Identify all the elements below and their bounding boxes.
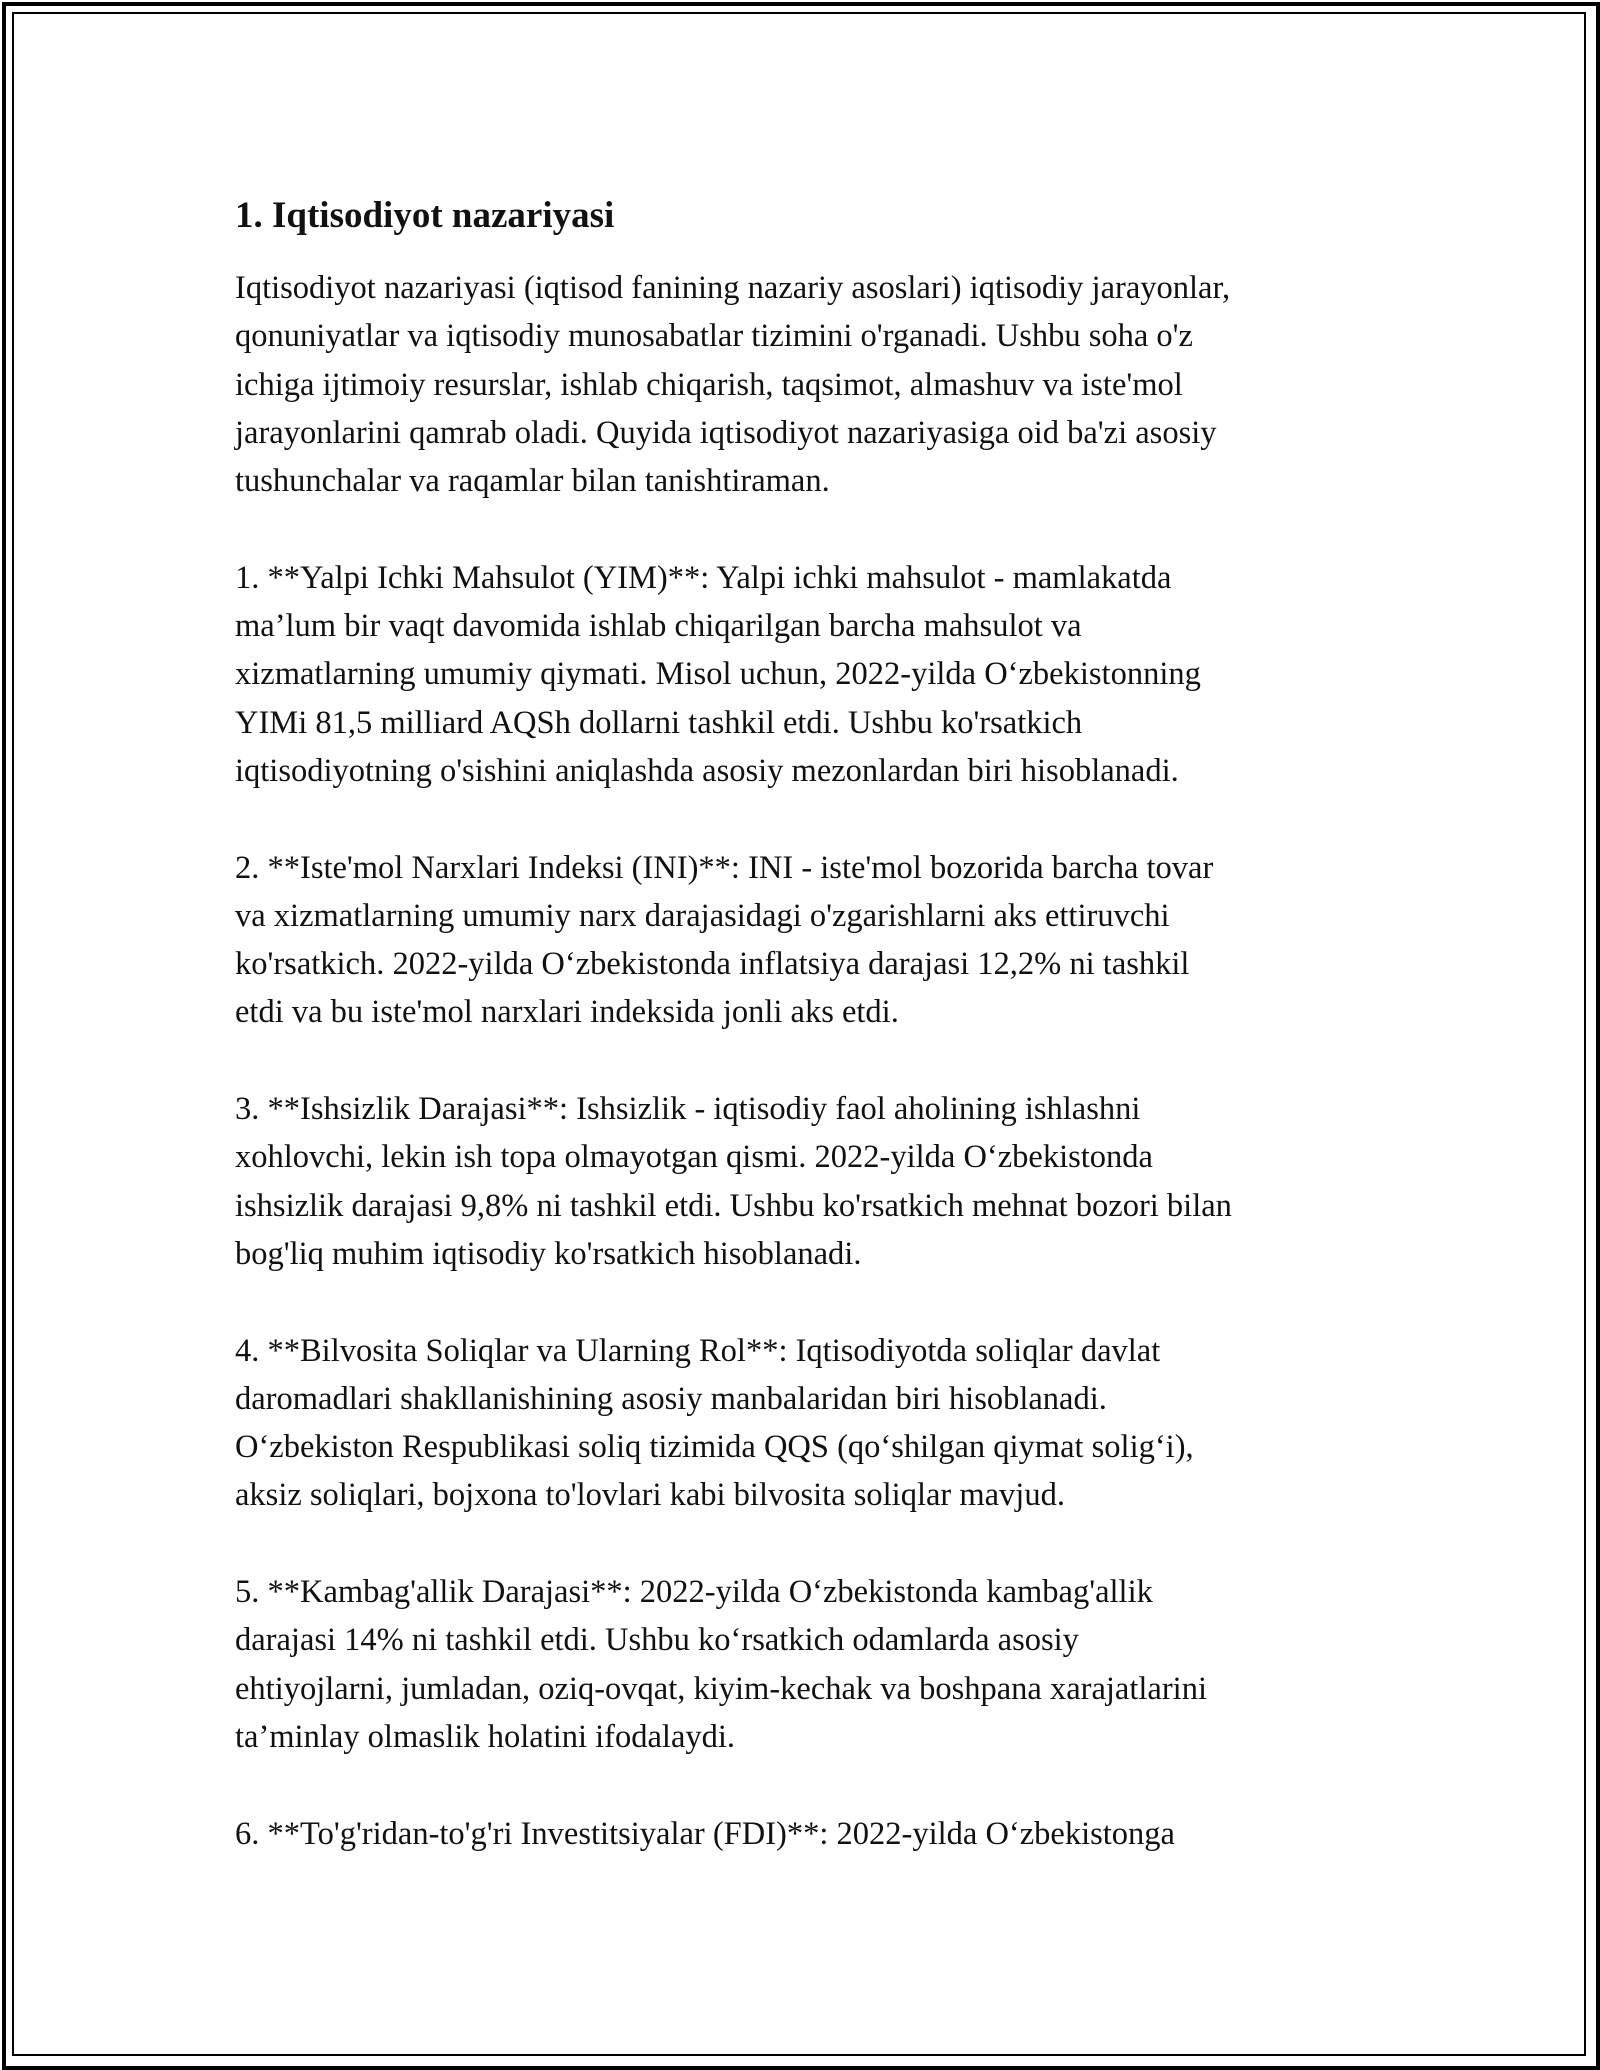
paragraph-fdi: 6. **To'g'ridan-to'g'ri Investitsiyalar (FDI)**: 2022-yilda O‘zbekistonga xyxy=(235,1815,1175,1852)
document-body xyxy=(235,186,1385,1858)
paragraph-unemployment: 3. **Ishsizlik Darajasi**: Ishsizlik - iqtisodiy faol aholining ishlashni xohlovchi, lekin ish topa olmayotgan qismi. 2022-yilda O‘zbekistonda ishsizlik darajasi 9,8% ni tashkil etdi. Ushbu ko'rsatkich mehnat bozori bilan bog'liq muhim iqtisodiy ko'rsatkich hisoblanadi. xyxy=(235,1091,1232,1272)
document-title: 1. Iqtisodiyot nazariyasi xyxy=(235,195,615,236)
paragraph-gdp: 1. **Yalpi Ichki Mahsulot (YIM)**: Yalpi ichki mahsulot - mamlakatda ma’lum bir vaqt davomida ishlab chiqarilgan barcha mahsulot va xizmatlarning umumiy qiymati. Misol uchun, 2022-yilda O‘zbekistonning YIMi 81,5 milliard AQSh dollarni tashkil etdi. Ushbu ko'rsatkich iqtisodiyotning o'sishini aniqlashda asosiy mezonlardan biri hisoblanadi. xyxy=(235,559,1201,789)
paragraph-poverty: 5. **Kambag'allik Darajasi**: 2022-yilda O‘zbekistonda kambag'allik darajasi 14% ni tashkil etdi. Ushbu ko‘rsatkich odamlarda asosiy ehtiyojlarni, jumladan, oziq-ovqat, kiyim-kechak va boshpana xarajatlarini ta’minlay olmaslik holatini ifodalaydi. xyxy=(235,1574,1207,1755)
paragraph-indirect-taxes: 4. **Bilvosita Soliqlar va Ularning Rol**: Iqtisodiyotda soliqlar davlat daromadlari shakllanishining asosiy manbalaridan biri hisoblanadi. O‘zbekiston Respublikasi soliq tizimida QQS (qo‘shilgan qiymat solig‘i), aksiz soliqlari, bojxona to'lovlari kabi bilvosita soliqlar mavjud. xyxy=(235,1332,1194,1514)
intro-paragraph: Iqtisodiyot nazariyasi (iqtisod fanining nazariy asoslari) iqtisodiy jarayonlar, qonuniyatlar va iqtisodiy munosabatlar tizimini o'rganadi. Ushbu soha o'z ichiga ijtimoiy resurslar, ishlab chiqarish, taqsimot, almashuv va iste'mol jarayonlarini qamrab oladi. Quyida iqtisodiyot nazariyasiga oid ba'zi asosiy tushunchalar va raqamlar bilan tanishtiraman. xyxy=(235,270,1231,500)
paragraph-cpi: 2. **Iste'mol Narxlari Indeksi (INI)**: INI - iste'mol bozorida barcha tovar va xizmatlarning umumiy narx darajasidagi o'zgarishlarni aks ettiruvchi ko'rsatkich. 2022-yilda O‘zbekistonda inflatsiya darajasi 12,2% ni tashkil etdi va bu iste'mol narxlari indeksida jonli aks etdi. xyxy=(235,849,1214,1031)
